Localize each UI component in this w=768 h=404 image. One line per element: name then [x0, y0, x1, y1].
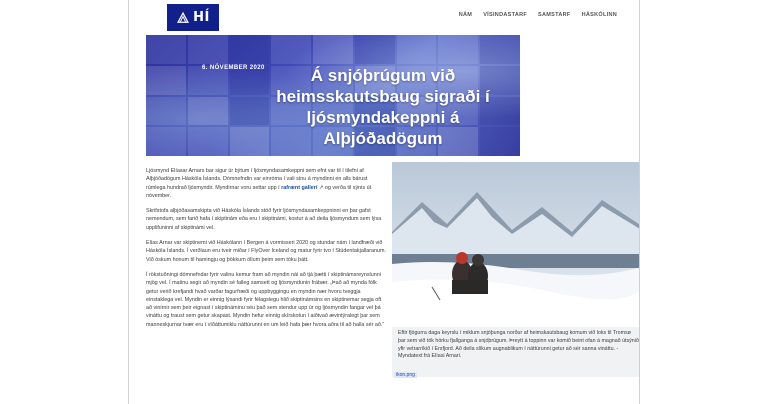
- hero-banner: [146, 35, 520, 156]
- university-emblem-icon: [176, 11, 190, 25]
- paragraph-1: [146, 167, 386, 200]
- winning-photo[interactable]: [392, 162, 640, 327]
- snow-mountain-image: [392, 162, 640, 327]
- page-frame: [128, 0, 640, 404]
- article-body: [146, 167, 386, 336]
- gallery-link[interactable]: rafrænt gallerí: [281, 184, 318, 191]
- paragraph-3: Elías Arnar var skiptinemi við Háskólann í Bergen á vormisseri 2020 og stundar nám í landfræði við Háskóla Íslands. Í verðlaun eru tveir miðar í FlyOver Iceland og matur fyrir tvo í Stúdentakjallaranum. Við óskum honum til hamingju og þökkum öllum þeim sem tóku þátt.: [146, 240, 386, 263]
- nav-item-visindastarf[interactable]: VÍSINDASTARF: [483, 12, 528, 18]
- paragraph-1-text: Ljósmynd Elíasar Arnars bar sigur úr býtum í ljósmyndasamkeppni sem efnt var til í tilefni af Alþjóðadögum Háskóla Íslands. Dómnefndin var einróma í vali sínu á myndinni en alls bárust rúmlega hundrað ljósmyndir. Myndirnar voru settar upp í: [146, 168, 368, 191]
- nav-item-samstarf[interactable]: SAMSTARF: [538, 12, 571, 18]
- external-link-icon: ↗: [318, 184, 324, 191]
- paragraph-1-text-end: og verða til sýnis út nóvember.: [146, 184, 372, 199]
- photo-caption: Eftir fjögurra daga keyrslu í miklum snjóþunga norður af heimskautsbaug komum við loks til Tromsø þar sem við tók hörku fjallganga á snjóþrúgum. Þreytt á toppinn var komið beint ofan á magnað útsýnið yfir vetrarríkið í Ersfjord. Að deila slíkum augnablikum í náttúrunni getur að sér sanna vináttu. - Myndatext frá Elíasi Arnari.: [392, 327, 640, 377]
- article-title: Á snjóþrúgum við heimsskautsbaug sigraði í ljósmyndakeppni á Alþjóðadögum: [276, 66, 490, 148]
- nav-item-haskolinn[interactable]: HÁSKÓLINN: [581, 12, 617, 18]
- main-nav: [459, 12, 617, 18]
- image-file-link[interactable]: ikon.png: [396, 372, 415, 378]
- nav-item-nam[interactable]: NÁM: [458, 12, 473, 18]
- article-date: 6. NÓVEMBER 2020: [202, 65, 265, 71]
- paragraph-2: Skrifstofa alþjóðasamskipta við Háskóla Íslands stóð fyrir ljósmyndasamkeppninni en þar gafst nemendum, sem farið hafa í skiptinám eða eru í skiptinámi, kostur á að deila ljósmyndum sem lýsa upplifuninni af skiptinámi vel.: [146, 208, 382, 231]
- paragraph-4: Í rökstuðningi dómnefndar fyrir valinu kemur fram að myndin nái að tjá þætti í skiptinámsreynslunni mjög vel. Í matinu segir að myndin sé falleg samsett og ljósmyndunin frábær. „Það að mynda fólk getur verið krefjandi hvað varðar fagurfræði og uppbyggingu en myndin nær hvoru tveggja einstaklega vel. Myndin er einnig lýsandi fyrir félagslegu hlið skiptinámsins en skiptinemar segja oft að vinirnir sem þeir eignast í skiptináminu séu það sem stendur upp úr og ljósmyndin fangar vel þá vináttu og traust sem getur skapast. Myndin hefur einnig skírskotun í aiðtvað ævintýralegt þar sem manneskjurnar tvær eru í víðáttumiklu náttúrunni en um leið hafa þær hvora aðra til að halla sér að.“: [146, 271, 385, 328]
- logo-text: HÍ: [193, 10, 210, 25]
- hi-logo[interactable]: [167, 4, 219, 31]
